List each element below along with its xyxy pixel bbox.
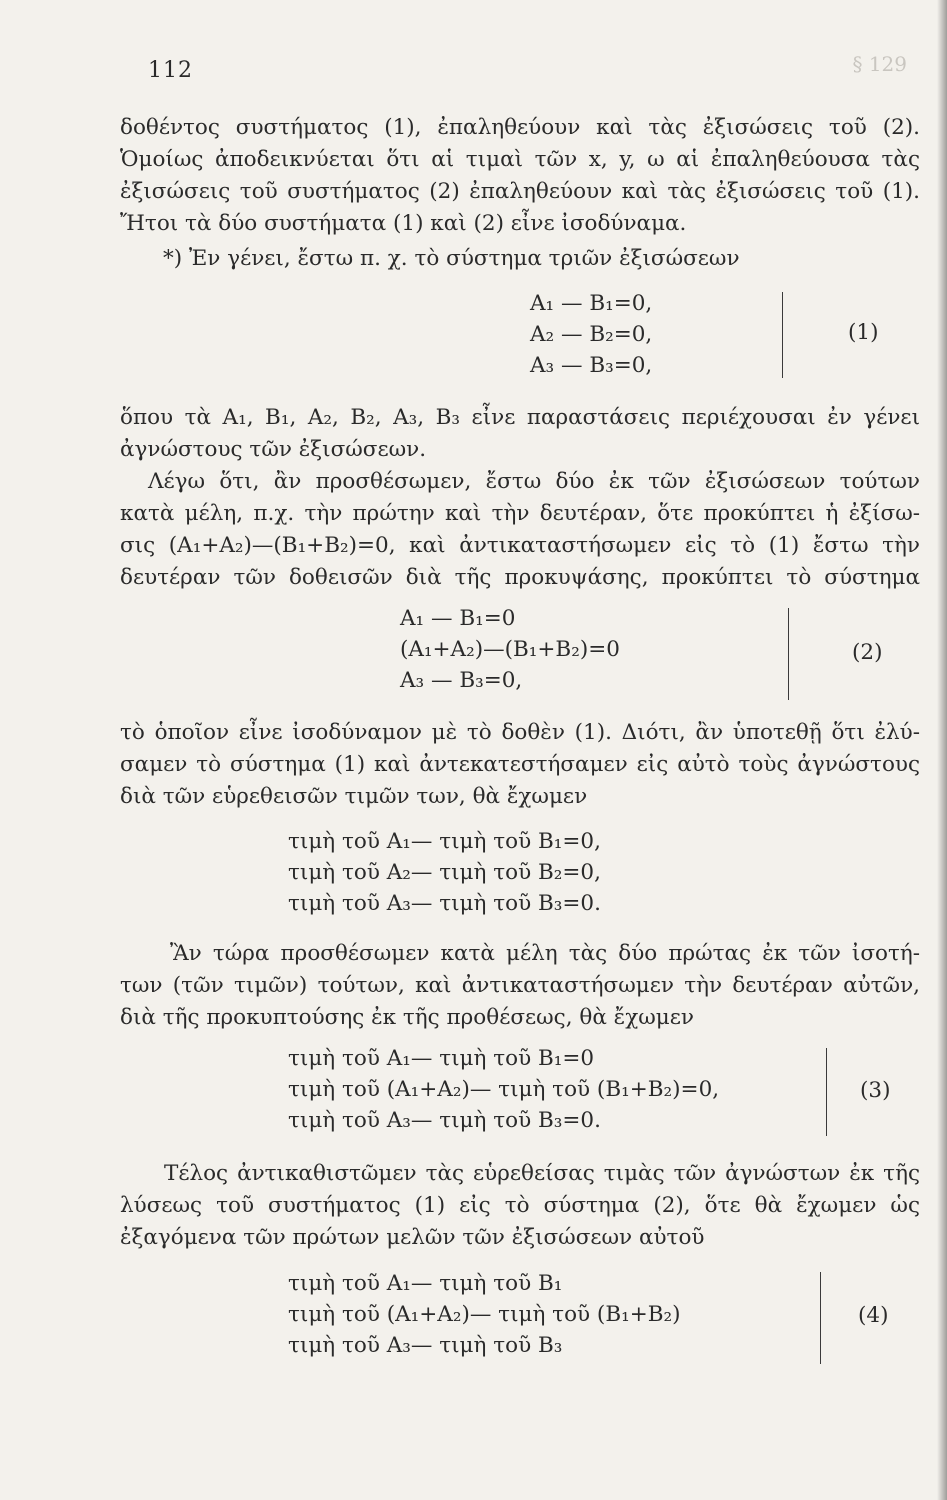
equation-line: τιμὴ τοῦ A₃— τιμὴ τοῦ B₃ bbox=[288, 1333, 563, 1358]
text-line: διὰ τῆς προκυπτούσης ἐκ τῆς προθέσεως, θὰ ἔχωμεν bbox=[120, 1005, 694, 1030]
text-line: δευτέραν τῶν δοθεισῶν διὰ τῆς προκυψάσης, προκύπτει τὸ σύστημα bbox=[120, 565, 920, 590]
text-line: των (τῶν τιμῶν) τούτων, καὶ ἀντικαταστήσωμεν τὴν δευτέραν αὐτῶν, bbox=[120, 973, 920, 998]
page-edge-shadow bbox=[937, 0, 947, 1500]
equation-number: (2) bbox=[852, 640, 883, 665]
equation-system-1 bbox=[530, 288, 652, 381]
equation-number: (3) bbox=[860, 1078, 891, 1103]
equation-system-3 bbox=[288, 1043, 719, 1136]
right-brace bbox=[812, 1272, 821, 1364]
equation-number: (4) bbox=[858, 1303, 889, 1328]
equation-line: τιμὴ τοῦ A₁— τιμὴ τοῦ B₁=0, bbox=[288, 829, 601, 854]
text-line: ἐξαγόμενα τῶν πρώτων μελῶν τῶν ἐξισώσεων αὐτοῦ bbox=[120, 1225, 705, 1250]
equation-line: τιμὴ τοῦ A₂— τιμὴ τοῦ B₂=0, bbox=[288, 860, 601, 885]
equation-line: τιμὴ τοῦ A₃— τιμὴ τοῦ B₃=0. bbox=[288, 1108, 601, 1133]
equation-line: A₁ — B₁=0, bbox=[530, 291, 653, 316]
equation-line: τιμὴ τοῦ (A₁+A₂)— τιμὴ τοῦ (B₁+B₂)=0, bbox=[288, 1077, 720, 1102]
equation-line: τιμὴ τοῦ A₁— τιμὴ τοῦ B₁ bbox=[288, 1271, 563, 1296]
paragraph-6 bbox=[120, 1158, 920, 1254]
equation-line: A₂ — B₂=0, bbox=[530, 322, 653, 347]
text-line: Ὁμοίως ἀποδεικνύεται ὅτι αἱ τιμαὶ τῶν x, y, ω αἱ ἐπαληθεύουσα τὰς bbox=[120, 147, 920, 172]
equation-line: A₁ — B₁=0 bbox=[400, 606, 516, 631]
equation-system-2 bbox=[400, 603, 620, 696]
text-line: *) Ἐν γένει, ἔστω π. χ. τὸ σύστημα τριῶν ἐξισώσεων bbox=[163, 246, 740, 271]
text-line: διὰ τῶν εὑρεθεισῶν τιμῶν των, θὰ ἔχωμεν bbox=[120, 784, 588, 809]
equation-line: τιμὴ τοῦ A₃— τιμὴ τοῦ B₃=0. bbox=[288, 891, 601, 916]
text-line: τὸ ὁποῖον εἶνε ἰσοδύναμον μὲ τὸ δοθὲν (1). Διότι, ἂν ὑποτεθῇ ὅτι ἐλύ- bbox=[120, 720, 920, 745]
equation-line: τιμὴ τοῦ A₁— τιμὴ τοῦ B₁=0 bbox=[288, 1046, 595, 1071]
paragraph-2 bbox=[120, 402, 920, 466]
bleed-through-header: § 129 bbox=[852, 52, 907, 76]
equation-line: τιμὴ τοῦ (A₁+A₂)— τιμὴ τοῦ (B₁+B₂) bbox=[288, 1302, 681, 1327]
text-line: λύσεως τοῦ συστήματος (1) εἰς τὸ σύστημα (2), ὅτε θὰ ἔχωμεν ὡς bbox=[120, 1193, 920, 1218]
text-line: Τέλος ἀντικαθιστῶμεν τὰς εὑρεθείσας τιμὰς τῶν ἀγνώστων ἐκ τῆς bbox=[164, 1161, 920, 1186]
paragraph-3 bbox=[120, 466, 920, 594]
equation-number: (1) bbox=[848, 320, 879, 345]
text-line: Ἂν τώρα προσθέσωμεν κατὰ μέλη τὰς δύο πρώτας ἐκ τῶν ἰσοτή- bbox=[170, 941, 920, 966]
footnote-line bbox=[163, 243, 863, 275]
text-line: κατὰ μέλη, π.χ. τὴν πρώτην καὶ τὴν δευτέραν, ὅτε προκύπτει ἡ ἐξίσω- bbox=[120, 501, 920, 526]
values-list-1 bbox=[288, 826, 601, 919]
text-line: σις (A₁+A₂)—(B₁+B₂)=0, καὶ ἀντικαταστήσωμεν εἰς τὸ (1) ἔστω τὴν bbox=[120, 533, 920, 558]
page-number: 112 bbox=[148, 58, 193, 83]
text-line: ὅπου τὰ A₁, B₁, A₂, B₂, A₃, B₃ εἶνε παραστάσεις περιέχουσαι ἐν γένει bbox=[120, 405, 920, 430]
paragraph-4 bbox=[120, 717, 920, 813]
equation-line: A₃ — B₃=0, bbox=[530, 353, 653, 378]
text-line: δοθέντος συστήματος (1), ἐπαληθεύουν καὶ τὰς ἐξισώσεις τοῦ (2). bbox=[120, 115, 920, 140]
paragraph-1 bbox=[120, 112, 920, 240]
paragraph-5 bbox=[120, 938, 920, 1034]
equation-system-4 bbox=[288, 1268, 681, 1361]
text-line: Ἤτοι τὰ δύο συστήματα (1) καὶ (2) εἶνε ἰσοδύναμα. bbox=[120, 211, 687, 236]
right-brace bbox=[774, 292, 783, 378]
text-line: ἀγνώστους τῶν ἐξισώσεων. bbox=[120, 437, 427, 462]
right-brace bbox=[780, 608, 789, 700]
equation-line: A₃ — B₃=0, bbox=[400, 668, 523, 693]
equation-line: (A₁+A₂)—(B₁+B₂)=0 bbox=[400, 637, 620, 662]
right-brace bbox=[818, 1048, 827, 1136]
text-line: ἐξισώσεις τοῦ συστήματος (2) ἐπαληθεύουν καὶ τὰς ἐξισώσεις τοῦ (1). bbox=[120, 179, 920, 204]
text-line: σαμεν τὸ σύστημα (1) καὶ ἀντεκατεστήσαμεν εἰς αὐτὸ τοὺς ἀγνώστους bbox=[120, 752, 920, 777]
text-line: Λέγω ὅτι, ἂν προσθέσωμεν, ἔστω δύο ἐκ τῶν ἐξισώσεων τούτων bbox=[148, 469, 920, 494]
